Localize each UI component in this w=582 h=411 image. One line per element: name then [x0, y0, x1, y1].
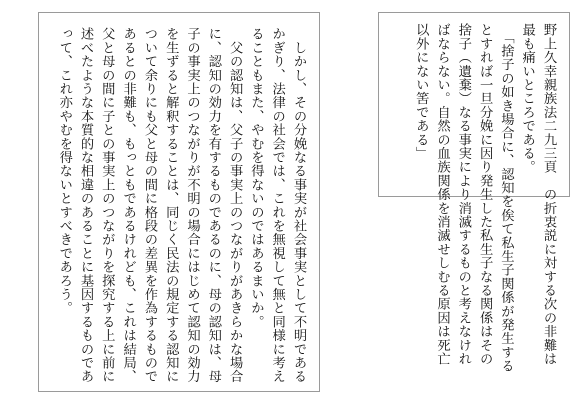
text-line: 野上久幸親族法二九三頁 の折衷説に対する次の非難は — [541, 23, 556, 366]
text-line: かぎり、法律の社会では、これを無視して無と同様に考え — [269, 27, 285, 384]
text-line: ることもまた、やむを得ないのではあるまいか。 — [248, 27, 264, 329]
text-line: あるとの非難も、もっともであるけれども、これは結局、 — [120, 27, 136, 384]
text-line: 父と母の間に子との事実上のつながりを探究する上に前に — [99, 27, 115, 384]
text-line: 子の事実上のつながりが不明の場合にはじめて認知の効力 — [184, 27, 200, 384]
text-line: を生ずると解釈することは、同じく民法の規定する認知に — [163, 27, 179, 384]
text-line: 以外にない筈である」 — [413, 23, 429, 160]
text-line: 述べたような本質的な相違のあることに基因するものであ — [78, 27, 94, 384]
text-line: に、認知の効力を有するものであるのに、母の認知は、母 — [205, 27, 221, 384]
text-line: ついて余りにも父と母の間に格段の差異を作為するもので — [141, 27, 157, 384]
text-line: とすれば一旦分娩に因り発生した私生子なる関係はその — [477, 23, 493, 366]
main-passage-text — [53, 13, 319, 391]
quotation-panel — [378, 12, 570, 373]
main-passage-panel — [38, 12, 320, 392]
text-line: って、これ亦やむを得ないとすべきであろう。 — [56, 27, 72, 315]
quotation-text — [410, 13, 569, 373]
text-line: ばならない。自然の血族関係を消滅せしむる原因は死亡 — [434, 23, 450, 366]
text-line: 捨子（遺棄）なる事実により消滅するものと考えなけれ — [455, 23, 471, 366]
text-line: 「捨子の如き場合に、認知を俟て私生子関係が発生する — [498, 23, 514, 373]
text-line: 父の認知は、父子の事実上のつながりがあきらかな場合 — [227, 27, 243, 384]
text-line: 最も痛いところである。 — [519, 23, 535, 174]
text-line: しかし、その分娩なる事実が社会事実として不明である — [291, 27, 306, 384]
